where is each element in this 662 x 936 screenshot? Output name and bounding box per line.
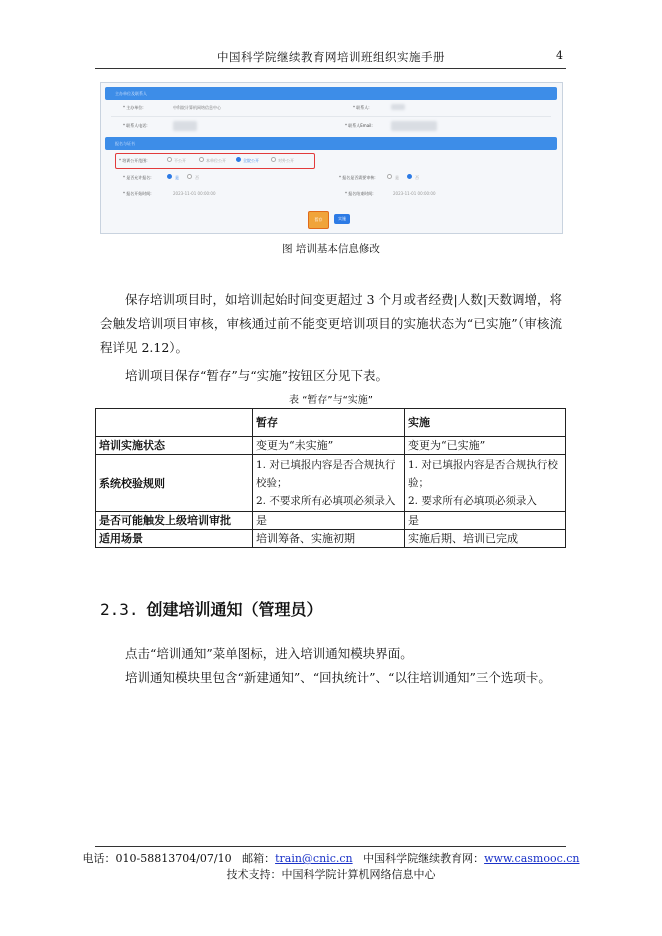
audit-yes: 是 bbox=[395, 175, 399, 180]
audit-no: 否 bbox=[415, 175, 419, 180]
email-redacted bbox=[391, 121, 437, 131]
scope-option-1: 本单位公开 bbox=[206, 158, 226, 163]
figure-caption: 图 培训基本信息修改 bbox=[282, 243, 380, 255]
table-row bbox=[96, 437, 566, 455]
section-bar-registration: 报名与证书 bbox=[105, 137, 557, 150]
section-heading bbox=[100, 597, 323, 620]
audit-label: * 报名是否需要审核: bbox=[339, 175, 376, 180]
need-reg-no: 否 bbox=[195, 175, 199, 180]
need-reg-yes-radio[interactable] bbox=[167, 174, 172, 179]
reg-start-label: * 报名开始时间: bbox=[123, 191, 152, 196]
page-number: 4 bbox=[556, 49, 563, 62]
need-reg-no-radio[interactable] bbox=[187, 174, 192, 179]
reg-start-value[interactable]: 2023-11-01 00:00:00 bbox=[173, 191, 216, 196]
host-value: 中科院计算机网络信息中心 bbox=[173, 105, 221, 110]
cell-save: 1. 对已填报内容是否合规执行校验； 2. 不要求所有必填项必须录入 bbox=[253, 455, 405, 512]
scope-option-0: 不公开 bbox=[174, 158, 186, 163]
footer-email-label: 邮箱： bbox=[242, 852, 276, 865]
cell-implement: 是 bbox=[405, 512, 566, 530]
table-corner bbox=[96, 409, 253, 437]
save-draft-button[interactable]: 暂存 bbox=[308, 211, 329, 229]
contact-label: * 联系人: bbox=[353, 105, 370, 110]
table-row bbox=[96, 530, 566, 548]
audit-yes-radio[interactable] bbox=[387, 174, 392, 179]
paragraph-notice-entry: 点击“培训通知”菜单图标，进入培训通知模块界面。 bbox=[125, 646, 413, 661]
row-label: 适用场景 bbox=[96, 530, 253, 548]
cell-save: 是 bbox=[253, 512, 405, 530]
reg-end-value[interactable]: 2023-11-01 00:00:00 bbox=[393, 191, 436, 196]
paragraph-save-rule: 保存培训项目时，如培训起始时间变更超过 3 个月或者经费|人数|天数调增，将会触发培训项目审核，审核通过前不能变更培训项目的实施状态为“已实施”（审核流程详见 2.12）。 bbox=[100, 292, 562, 355]
contact-redacted bbox=[391, 104, 405, 110]
scope-radio-2[interactable] bbox=[236, 157, 241, 162]
col-header-save: 暂存 bbox=[253, 409, 405, 437]
footer-phone: 电话：010-58813704/07/10 bbox=[82, 852, 232, 865]
comparison-table bbox=[95, 408, 566, 548]
cell-implement: 实施后期、培训已完成 bbox=[405, 530, 566, 548]
form-divider bbox=[111, 116, 551, 117]
row-label: 培训实施状态 bbox=[96, 437, 253, 455]
footer-contact bbox=[0, 850, 662, 866]
footer-site-label: 中国科学院继续教育网： bbox=[363, 852, 485, 865]
paragraph-notice-tabs: 培训通知模块里包含“新建通知”、“回执统计”、“以往培训通知”三个选项卡。 bbox=[125, 670, 551, 685]
reg-end-label: * 报名结束时间: bbox=[345, 191, 374, 196]
phone-label: * 联系人电话: bbox=[123, 123, 148, 128]
footer-site-link[interactable]: www.casmooc.cn bbox=[484, 852, 580, 865]
scope-radio-1[interactable] bbox=[199, 157, 204, 162]
table-row bbox=[96, 455, 566, 512]
row-label: 是否可能触发上级培训审批 bbox=[96, 512, 253, 530]
footer-rule bbox=[95, 846, 566, 847]
table-caption: 表 “暂存”与“实施” bbox=[289, 395, 373, 406]
scope-radio-3[interactable] bbox=[271, 157, 276, 162]
section-number: 2.3. bbox=[100, 600, 139, 619]
email-label: * 联系人Email: bbox=[345, 123, 373, 128]
header-rule bbox=[95, 68, 566, 69]
implement-button[interactable]: 实施 bbox=[334, 214, 350, 224]
footer-email-link[interactable]: train@cnic.cn bbox=[275, 852, 353, 865]
table-row bbox=[96, 512, 566, 530]
cell-save: 变更为“未实施” bbox=[253, 437, 405, 455]
paragraph-buttons-intro: 培训项目保存“暂存”与“实施”按钮区分见下表。 bbox=[125, 368, 389, 383]
col-header-implement: 实施 bbox=[405, 409, 566, 437]
scope-label: * 培训公开范围: bbox=[119, 158, 148, 163]
table-header-row bbox=[96, 409, 566, 437]
section-title: 创建培训通知（管理员） bbox=[146, 600, 323, 619]
scope-radio-0[interactable] bbox=[167, 157, 172, 162]
scope-option-3: 对外公开 bbox=[278, 158, 294, 163]
footer-support: 技术支持：中国科学院计算机网络信息中心 bbox=[226, 868, 436, 881]
cell-implement: 1. 对已填报内容是否合规执行校验； 2. 要求所有必填项必须录入 bbox=[405, 455, 566, 512]
need-reg-yes: 是 bbox=[175, 175, 179, 180]
audit-no-radio[interactable] bbox=[407, 174, 412, 179]
cell-implement: 变更为“已实施” bbox=[405, 437, 566, 455]
cell-save: 培训筹备、实施初期 bbox=[253, 530, 405, 548]
need-reg-label: * 是否允许报名: bbox=[123, 175, 152, 180]
scope-option-2: 全院公开 bbox=[243, 158, 259, 163]
form-screenshot bbox=[100, 82, 563, 234]
host-label: * 主办单位: bbox=[123, 105, 144, 110]
page-header-title: 中国科学院继续教育网培训班组织实施手册 bbox=[217, 50, 445, 64]
phone-redacted bbox=[173, 121, 197, 131]
row-label: 系统校验规则 bbox=[96, 455, 253, 512]
section-bar-host: 主办单位及联系人 bbox=[105, 87, 557, 100]
